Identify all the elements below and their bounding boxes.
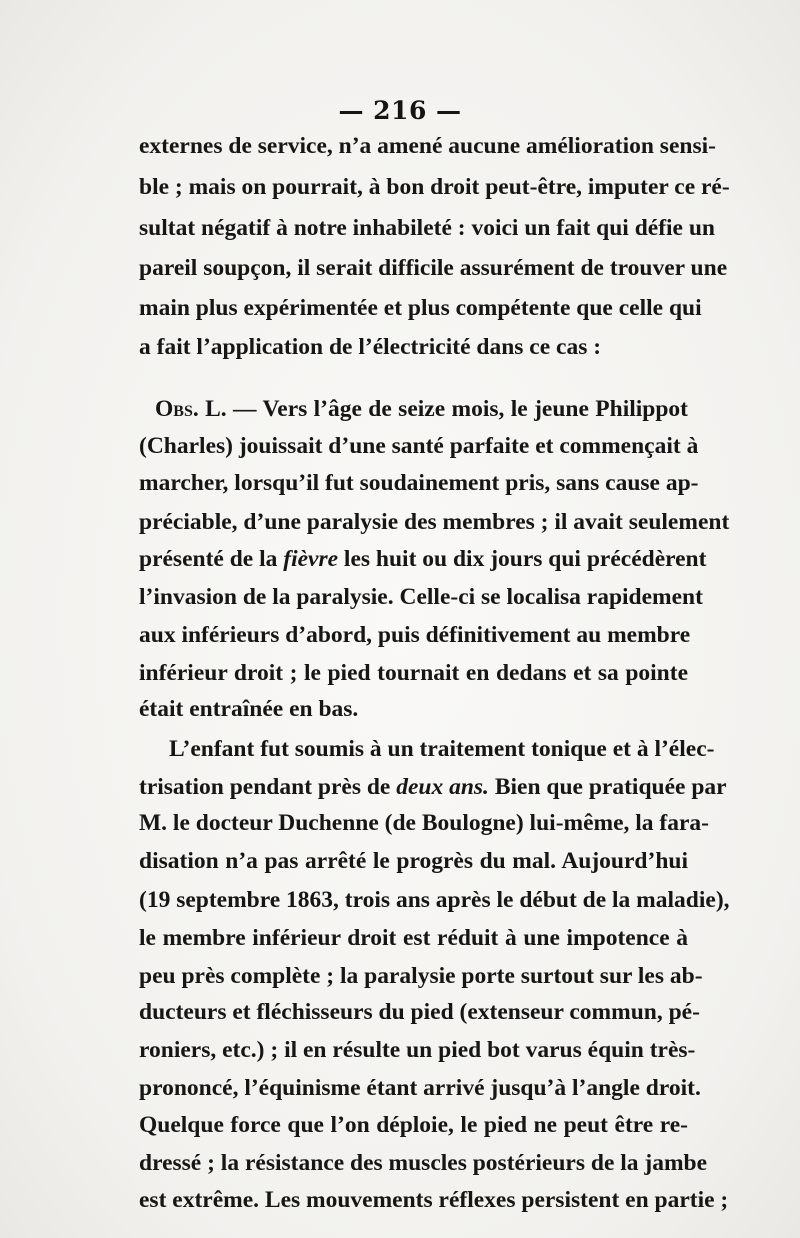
text-line: inférieur droit ; le pied tournait en dedans et sa pointe xyxy=(139,660,688,686)
text-line: ble ; mais on pourrait, à bon droit peut-être, imputer ce ré- xyxy=(139,174,730,200)
text-line: ducteurs et fléchisseurs du pied (extenseur commun, pé- xyxy=(139,999,700,1025)
text-line: aux inférieurs d’abord, puis définitivement au membre xyxy=(139,622,691,648)
text-run: les huit ou dix jours qui précédèrent xyxy=(338,546,707,572)
text-run: — Vers l’âge de seize mois, le jeune Philippot xyxy=(226,396,688,422)
text-line: L’enfant fut soumis à un traitement tonique et à l’élec- xyxy=(169,736,715,762)
text-line: dressé ; la résistance des muscles postérieurs de la jambe xyxy=(139,1150,708,1176)
italic-word: fièvre xyxy=(283,546,339,572)
text-line: est extrême. Les mouvements réflexes persistent en partie ; xyxy=(139,1187,729,1213)
text-line: (Charles) jouissait d’une santé parfaite et commençait à xyxy=(139,433,699,459)
text-line: (19 septembre 1863, trois ans après le début de la maladie), xyxy=(139,887,730,913)
text-line: sultat négatif à notre inhabileté : voici un fait qui défie un xyxy=(139,215,715,241)
text-line: disation n’a pas arrêté le progrès du mal. Aujourd’hui xyxy=(139,848,688,874)
text-line: Quelque force que l’on déploie, le pied ne peut être re- xyxy=(139,1112,688,1138)
text-run: présenté de la xyxy=(139,546,284,572)
text-line: roniers, etc.) ; il en résulte un pied bot varus équin très- xyxy=(139,1037,696,1063)
text-line: était entraînée en bas. xyxy=(139,696,359,722)
text-line: pareil soupçon, il serait difficile assurément de trouver une xyxy=(139,255,728,281)
text-line: préciable, d’une paralysie des membres ; il avait seulement xyxy=(139,509,730,535)
text-line: peu près complète ; la paralysie porte surtout sur les ab- xyxy=(139,963,703,989)
text-run: trisation pendant près de xyxy=(139,774,397,800)
text-line: prononcé, l’équinisme étant arrivé jusqu’à l’angle droit. xyxy=(139,1075,701,1101)
text-line: externes de service, n’a amené aucune amélioration sensi- xyxy=(139,133,716,159)
observation-label: Obs. L. xyxy=(155,396,227,422)
text-line: a fait l’application de l’électricité dans ce cas : xyxy=(139,334,602,360)
text-line: main plus expérimentée et plus compétente que celle qui xyxy=(139,295,702,321)
text-run: Bien que pratiquée par xyxy=(488,774,727,800)
page-number: — 216 — xyxy=(338,96,462,125)
italic-word: deux ans. xyxy=(396,774,489,800)
text-line: marcher, lorsqu’il fut soudainement pris, sans cause ap- xyxy=(139,470,699,496)
text-line: le membre inférieur droit est réduit à une impotence à xyxy=(139,925,688,951)
text-line: l’invasion de la paralysie. Celle-ci se localisa rapidement xyxy=(139,584,703,610)
observation-heading-line xyxy=(139,391,688,427)
text-line-with-italic xyxy=(139,541,707,577)
text-line-with-italic xyxy=(139,769,727,805)
text-line: M. le docteur Duchenne (de Boulogne) lui-même, la fara- xyxy=(139,810,710,836)
